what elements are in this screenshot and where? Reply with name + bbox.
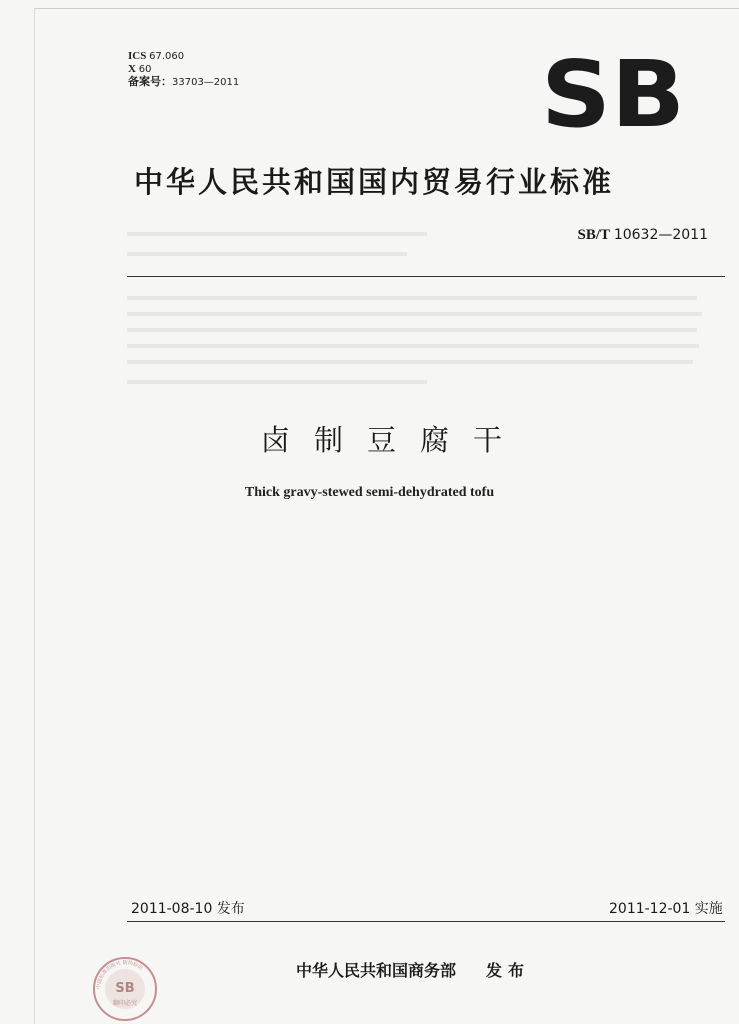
class-label: X <box>128 63 136 75</box>
sb-logo <box>540 56 686 130</box>
page-left-edge <box>34 8 35 1024</box>
class-line <box>128 63 239 76</box>
implementation-date: 2011-12-01 实施 <box>609 901 723 917</box>
stamp-graphic <box>92 956 158 1022</box>
standard-code-number: 10632—2011 <box>613 227 708 243</box>
stamp-caption: 翻印必究 <box>112 1000 138 1007</box>
record-label: 备案号： <box>128 76 172 88</box>
bleed-through-mark <box>127 232 427 236</box>
bleed-through-mark <box>127 312 702 316</box>
record-line <box>128 76 239 89</box>
ics-label: ICS <box>128 50 147 62</box>
stamp-ring-text: 中国标准出版社 防伪标识 <box>95 959 144 990</box>
bleed-through-mark <box>127 360 693 364</box>
standard-code-prefix: SB/T <box>577 227 611 243</box>
bleed-through-mark <box>127 344 699 348</box>
ics-code: 67.060 <box>149 51 185 62</box>
publisher-action: 发布 <box>486 961 531 980</box>
class-code: 60 <box>138 64 152 75</box>
standard-code <box>578 227 708 244</box>
bleed-through-mark <box>127 296 697 300</box>
record-code: 33703—2011 <box>172 77 240 88</box>
sb-logo-text: SB <box>541 56 685 130</box>
anti-counterfeit-stamp <box>92 956 158 1022</box>
ics-line <box>128 50 239 63</box>
page-top-edge <box>34 8 739 9</box>
bleed-through-mark <box>127 328 697 332</box>
bleed-through-mark <box>127 252 407 256</box>
classification-block <box>128 50 239 89</box>
standard-type-title: 中华人民共和国国内贸易行业标准 <box>134 165 615 199</box>
issue-date: 2011-08-10 发布 <box>131 901 245 917</box>
sb-logo-graphic <box>540 56 686 130</box>
bleed-through-mark <box>127 380 427 384</box>
publisher-name: 中华人民共和国商务部 <box>296 961 457 980</box>
header-divider <box>127 276 725 277</box>
footer-divider <box>127 921 725 922</box>
stamp-inner-text: SB <box>115 981 135 996</box>
publisher-line <box>296 958 530 981</box>
document-title-cn: 卤制豆腐干 <box>260 423 526 457</box>
document-title-en: Thick gravy-stewed semi-dehydrated tofu <box>244 485 495 500</box>
